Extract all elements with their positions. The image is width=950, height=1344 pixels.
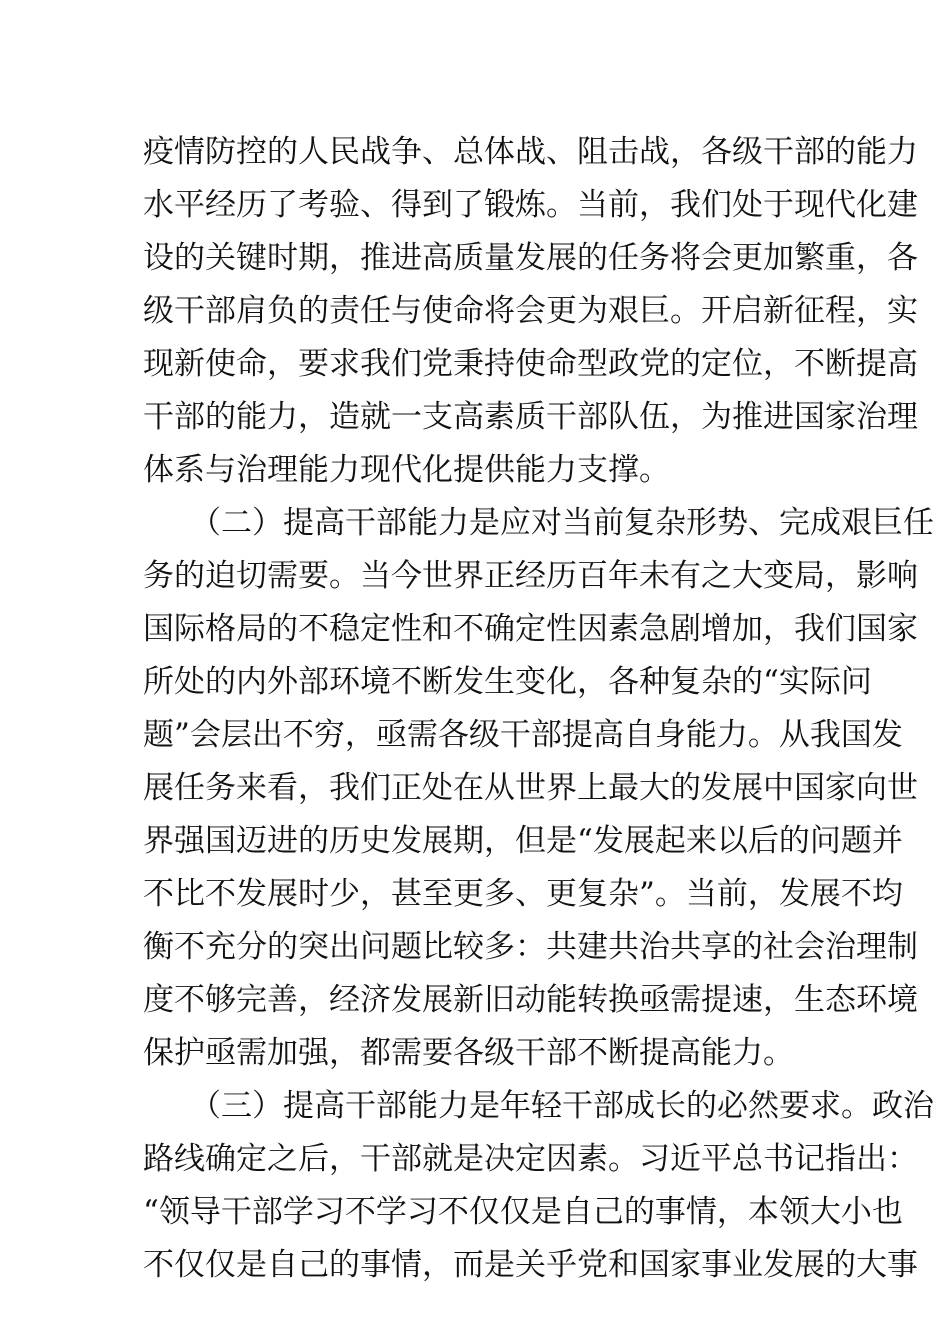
text-line: 题”会层出不穷，亟需各级干部提高自身能力。从我国发 bbox=[143, 717, 903, 753]
text-line: 设的关键时期，推进高质量发展的任务将会更加繁重，各 bbox=[143, 240, 918, 276]
text-line: 水平经历了考验、得到了锻炼。当前，我们处于现代化建 bbox=[143, 187, 918, 223]
text-line: 保护亟需加强，都需要各级干部不断提高能力。 bbox=[143, 1035, 794, 1071]
text-line: 体系与治理能力现代化提供能力支撑。 bbox=[143, 452, 670, 488]
text-line: 不比不发展时少，甚至更多、更复杂”。当前，发展不均 bbox=[143, 876, 903, 912]
text-line: 务的迫切需要。当今世界正经历百年未有之大变局，影响 bbox=[143, 558, 918, 594]
text-line: 所处的内外部环境不断发生变化，各种复杂的“实际问 bbox=[143, 664, 872, 700]
text-line: 级干部肩负的责任与使命将会更为艰巨。开启新征程，实 bbox=[143, 293, 918, 329]
text-line: （二）提高干部能力是应对当前复杂形势、完成艰巨任 bbox=[190, 505, 934, 541]
text-line: 度不够完善，经济发展新旧动能转换亟需提速，生态环境 bbox=[143, 982, 918, 1018]
text-line: （三）提高干部能力是年轻干部成长的必然要求。政治 bbox=[190, 1088, 934, 1124]
text-line: 展任务来看，我们正处在从世界上最大的发展中国家向世 bbox=[143, 770, 918, 806]
text-line: 界强国迈进的历史发展期，但是“发展起来以后的问题并 bbox=[143, 823, 903, 859]
text-line: 干部的能力，造就一支高素质干部队伍，为推进国家治理 bbox=[143, 399, 918, 435]
text-line: 不仅仅是自己的事情，而是关乎党和国家事业发展的大事 bbox=[143, 1247, 918, 1283]
text-line: 现新使命，要求我们党秉持使命型政党的定位，不断提高 bbox=[143, 346, 918, 382]
text-line: 路线确定之后，干部就是决定因素。习近平总书记指出： bbox=[143, 1141, 918, 1177]
text-line: “领导干部学习不学习不仅仅是自己的事情，本领大小也 bbox=[143, 1194, 903, 1230]
text-line: 国际格局的不稳定性和不确定性因素急剧增加，我们国家 bbox=[143, 611, 918, 647]
text-line: 衡不充分的突出问题比较多：共建共治共享的社会治理制 bbox=[143, 929, 918, 965]
text-line: 疫情防控的人民战争、总体战、阻击战，各级干部的能力 bbox=[143, 134, 918, 170]
